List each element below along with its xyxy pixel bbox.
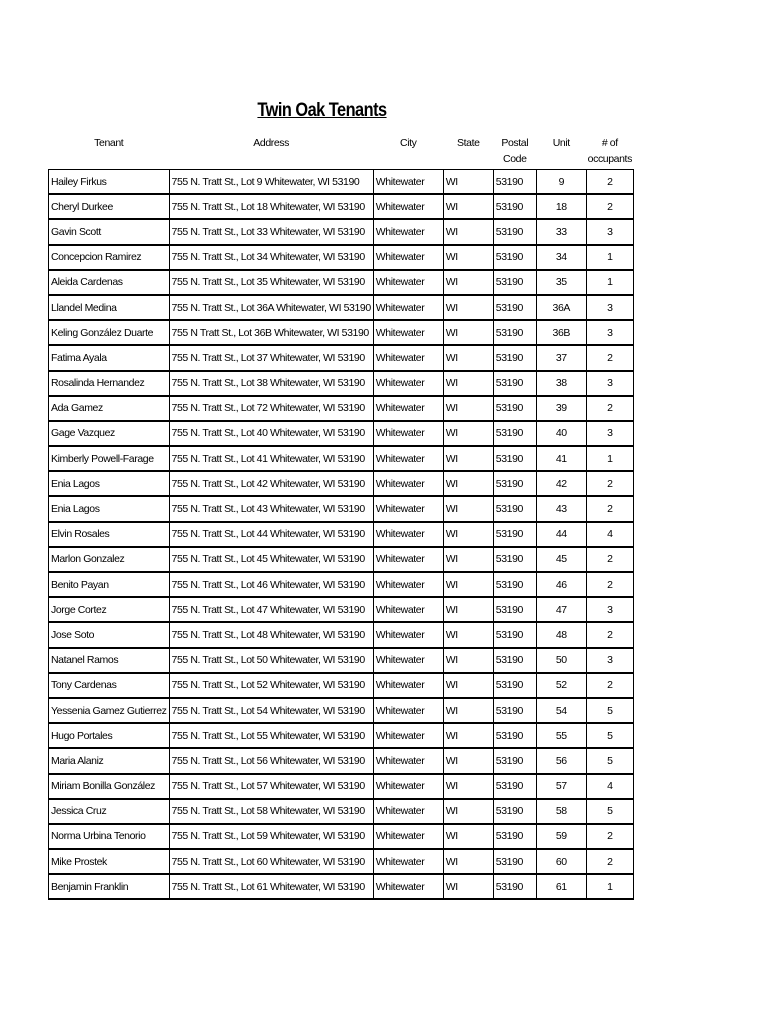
postal-code-cell: 53190 <box>493 421 536 446</box>
postal-code-cell: 53190 <box>493 824 536 849</box>
state-cell: WI <box>443 874 493 899</box>
occupants-cell: 1 <box>586 874 633 899</box>
occupants-cell: 3 <box>586 295 633 320</box>
address-cell: 755 N. Tratt St., Lot 9 Whitewater, WI 53190 <box>169 170 373 195</box>
tenant-name-cell: Aleida Cardenas <box>49 270 170 295</box>
city-cell: Whitewater <box>373 471 443 496</box>
header-postal-code: Postal Code <box>501 137 529 165</box>
city-cell: Whitewater <box>373 245 443 270</box>
occupants-cell: 2 <box>586 496 633 521</box>
city-cell: Whitewater <box>373 874 443 899</box>
city-cell: Whitewater <box>373 446 443 471</box>
city-cell: Whitewater <box>373 496 443 521</box>
state-cell: WI <box>443 320 493 345</box>
postal-code-cell: 53190 <box>493 219 536 244</box>
table-row <box>49 345 634 370</box>
postal-code-cell: 53190 <box>493 874 536 899</box>
address-cell: 755 N. Tratt St., Lot 33 Whitewater, WI 53190 <box>169 219 373 244</box>
tenant-name-cell: Hailey Firkus <box>49 170 170 195</box>
table-row <box>49 471 634 496</box>
table-row <box>49 597 634 622</box>
table-row <box>49 698 634 723</box>
postal-code-cell: 53190 <box>493 748 536 773</box>
unit-cell: 54 <box>536 698 586 723</box>
tenant-name-cell: Miriam Bonilla González <box>49 774 170 799</box>
unit-cell: 45 <box>536 547 586 572</box>
table-row <box>49 874 634 899</box>
state-cell: WI <box>443 622 493 647</box>
tenant-name-cell: Gavin Scott <box>49 219 170 244</box>
tenant-name-cell: Jessica Cruz <box>49 799 170 824</box>
unit-cell: 57 <box>536 774 586 799</box>
postal-code-cell: 53190 <box>493 245 536 270</box>
tenant-name-cell: Natanel Ramos <box>49 648 170 673</box>
document-title: Twin Oak Tenants <box>257 100 387 121</box>
unit-cell: 36A <box>536 295 586 320</box>
state-cell: WI <box>443 698 493 723</box>
address-cell: 755 N. Tratt St., Lot 37 Whitewater, WI 53190 <box>169 345 373 370</box>
address-cell: 755 N. Tratt St., Lot 36A Whitewater, WI 53190 <box>169 295 373 320</box>
city-cell: Whitewater <box>373 698 443 723</box>
tenant-name-cell: Fatima Ayala <box>49 345 170 370</box>
tenant-name-cell: Benjamin Franklin <box>49 874 170 899</box>
address-cell: 755 N. Tratt St., Lot 42 Whitewater, WI 53190 <box>169 471 373 496</box>
address-cell: 755 N. Tratt St., Lot 45 Whitewater, WI 53190 <box>169 547 373 572</box>
occupants-cell: 3 <box>586 421 633 446</box>
table-row <box>49 446 634 471</box>
city-cell: Whitewater <box>373 849 443 874</box>
occupants-cell: 2 <box>586 572 633 597</box>
address-cell: 755 N. Tratt St., Lot 58 Whitewater, WI 53190 <box>169 799 373 824</box>
state-cell: WI <box>443 471 493 496</box>
occupants-cell: 3 <box>586 597 633 622</box>
occupants-cell: 3 <box>586 320 633 345</box>
table-row <box>49 799 634 824</box>
city-cell: Whitewater <box>373 622 443 647</box>
city-cell: Whitewater <box>373 723 443 748</box>
address-cell: 755 N. Tratt St., Lot 40 Whitewater, WI 53190 <box>169 421 373 446</box>
table-row <box>49 320 634 345</box>
city-cell: Whitewater <box>373 320 443 345</box>
postal-code-cell: 53190 <box>493 496 536 521</box>
unit-cell: 44 <box>536 522 586 547</box>
address-cell: 755 N. Tratt St., Lot 72 Whitewater, WI 53190 <box>169 396 373 421</box>
state-cell: WI <box>443 723 493 748</box>
city-cell: Whitewater <box>373 799 443 824</box>
state-cell: WI <box>443 799 493 824</box>
address-cell: 755 N. Tratt St., Lot 35 Whitewater, WI 53190 <box>169 270 373 295</box>
tenant-name-cell: Elvin Rosales <box>49 522 170 547</box>
tenant-name-cell: Mike Prostek <box>49 849 170 874</box>
address-cell: 755 N. Tratt St., Lot 50 Whitewater, WI 53190 <box>169 648 373 673</box>
table-row <box>49 219 634 244</box>
city-cell: Whitewater <box>373 170 443 195</box>
city-cell: Whitewater <box>373 421 443 446</box>
city-cell: Whitewater <box>373 396 443 421</box>
tenant-name-cell: Yessenia Gamez Gutierrez <box>49 698 170 723</box>
address-cell: 755 N. Tratt St., Lot 61 Whitewater, WI 53190 <box>169 874 373 899</box>
state-cell: WI <box>443 219 493 244</box>
state-cell: WI <box>443 194 493 219</box>
table-row <box>49 547 634 572</box>
state-cell: WI <box>443 496 493 521</box>
address-cell: 755 N. Tratt St., Lot 57 Whitewater, WI 53190 <box>169 774 373 799</box>
address-cell: 755 N. Tratt St., Lot 41 Whitewater, WI 53190 <box>169 446 373 471</box>
postal-code-cell: 53190 <box>493 270 536 295</box>
occupants-cell: 5 <box>586 698 633 723</box>
state-cell: WI <box>443 849 493 874</box>
postal-code-cell: 53190 <box>493 572 536 597</box>
occupants-cell: 4 <box>586 522 633 547</box>
postal-code-cell: 53190 <box>493 194 536 219</box>
postal-code-cell: 53190 <box>493 799 536 824</box>
tenant-name-cell: Concepcion Ramirez <box>49 245 170 270</box>
city-cell: Whitewater <box>373 270 443 295</box>
state-cell: WI <box>443 572 493 597</box>
occupants-cell: 1 <box>586 245 633 270</box>
city-cell: Whitewater <box>373 547 443 572</box>
occupants-cell: 2 <box>586 396 633 421</box>
postal-code-cell: 53190 <box>493 345 536 370</box>
occupants-cell: 2 <box>586 673 633 698</box>
unit-cell: 55 <box>536 723 586 748</box>
header-tenant: Tenant <box>94 137 124 149</box>
table-row <box>49 648 634 673</box>
tenant-name-cell: Norma Urbina Tenorio <box>49 824 170 849</box>
address-cell: 755 N. Tratt St., Lot 44 Whitewater, WI 53190 <box>169 522 373 547</box>
tenant-name-cell: Benito Payan <box>49 572 170 597</box>
occupants-cell: 2 <box>586 824 633 849</box>
state-cell: WI <box>443 648 493 673</box>
city-cell: Whitewater <box>373 371 443 396</box>
occupants-cell: 5 <box>586 723 633 748</box>
unit-cell: 50 <box>536 648 586 673</box>
address-cell: 755 N. Tratt St., Lot 43 Whitewater, WI 53190 <box>169 496 373 521</box>
postal-code-cell: 53190 <box>493 320 536 345</box>
table-row <box>49 396 634 421</box>
state-cell: WI <box>443 446 493 471</box>
city-cell: Whitewater <box>373 824 443 849</box>
unit-cell: 34 <box>536 245 586 270</box>
tenant-name-cell: Keling González Duarte <box>49 320 170 345</box>
table-row <box>49 496 634 521</box>
unit-cell: 56 <box>536 748 586 773</box>
table-row <box>49 622 634 647</box>
table-row <box>49 824 634 849</box>
address-cell: 755 N. Tratt St., Lot 46 Whitewater, WI 53190 <box>169 572 373 597</box>
city-cell: Whitewater <box>373 648 443 673</box>
address-cell: 755 N. Tratt St., Lot 48 Whitewater, WI 53190 <box>169 622 373 647</box>
state-cell: WI <box>443 270 493 295</box>
postal-code-cell: 53190 <box>493 547 536 572</box>
occupants-cell: 1 <box>586 446 633 471</box>
state-cell: WI <box>443 245 493 270</box>
header-address: Address <box>253 137 290 149</box>
table-row <box>49 245 634 270</box>
address-cell: 755 N. Tratt St., Lot 60 Whitewater, WI 53190 <box>169 849 373 874</box>
unit-cell: 39 <box>536 396 586 421</box>
unit-cell: 59 <box>536 824 586 849</box>
unit-cell: 33 <box>536 219 586 244</box>
unit-cell: 47 <box>536 597 586 622</box>
postal-code-cell: 53190 <box>493 622 536 647</box>
unit-cell: 35 <box>536 270 586 295</box>
header-city: City <box>400 137 417 149</box>
tenant-name-cell: Marlon Gonzalez <box>49 547 170 572</box>
address-cell: 755 N. Tratt St., Lot 54 Whitewater, WI 53190 <box>169 698 373 723</box>
tenant-name-cell: Rosalinda Hernandez <box>49 371 170 396</box>
address-cell: 755 N. Tratt St., Lot 34 Whitewater, WI 53190 <box>169 245 373 270</box>
occupants-cell: 5 <box>586 748 633 773</box>
address-cell: 755 N. Tratt St., Lot 38 Whitewater, WI 53190 <box>169 371 373 396</box>
city-cell: Whitewater <box>373 522 443 547</box>
address-cell: 755 N. Tratt St., Lot 18 Whitewater, WI 53190 <box>169 194 373 219</box>
state-cell: WI <box>443 345 493 370</box>
postal-code-cell: 53190 <box>493 774 536 799</box>
postal-code-cell: 53190 <box>493 597 536 622</box>
state-cell: WI <box>443 170 493 195</box>
unit-cell: 52 <box>536 673 586 698</box>
occupants-cell: 2 <box>586 849 633 874</box>
table-row <box>49 194 634 219</box>
header-state: State <box>457 137 480 149</box>
tenant-name-cell: Tony Cardenas <box>49 673 170 698</box>
postal-code-cell: 53190 <box>493 673 536 698</box>
unit-cell: 40 <box>536 421 586 446</box>
postal-code-cell: 53190 <box>493 170 536 195</box>
occupants-cell: 1 <box>586 270 633 295</box>
unit-cell: 37 <box>536 345 586 370</box>
address-cell: 755 N. Tratt St., Lot 59 Whitewater, WI 53190 <box>169 824 373 849</box>
tenant-name-cell: Maria Alaniz <box>49 748 170 773</box>
occupants-cell: 2 <box>586 471 633 496</box>
table-row <box>49 673 634 698</box>
city-cell: Whitewater <box>373 572 443 597</box>
unit-cell: 18 <box>536 194 586 219</box>
unit-cell: 46 <box>536 572 586 597</box>
postal-code-cell: 53190 <box>493 698 536 723</box>
table-row <box>49 295 634 320</box>
tenant-name-cell: Jorge Cortez <box>49 597 170 622</box>
unit-cell: 36B <box>536 320 586 345</box>
state-cell: WI <box>443 597 493 622</box>
address-cell: 755 N. Tratt St., Lot 55 Whitewater, WI 53190 <box>169 723 373 748</box>
occupants-cell: 2 <box>586 170 633 195</box>
tenant-name-cell: Hugo Portales <box>49 723 170 748</box>
city-cell: Whitewater <box>373 748 443 773</box>
postal-code-cell: 53190 <box>493 295 536 320</box>
tenant-name-cell: Enia Lagos <box>49 471 170 496</box>
table-row <box>49 270 634 295</box>
table-row <box>49 849 634 874</box>
address-cell: 755 N. Tratt St., Lot 47 Whitewater, WI 53190 <box>169 597 373 622</box>
state-cell: WI <box>443 547 493 572</box>
city-cell: Whitewater <box>373 597 443 622</box>
tenants-table <box>48 133 634 900</box>
state-cell: WI <box>443 421 493 446</box>
tenant-rows <box>49 170 634 900</box>
occupants-cell: 3 <box>586 371 633 396</box>
address-cell: 755 N. Tratt St., Lot 52 Whitewater, WI 53190 <box>169 673 373 698</box>
table-row <box>49 371 634 396</box>
state-cell: WI <box>443 295 493 320</box>
tenant-name-cell: Kimberly Powell-Farage <box>49 446 170 471</box>
tenant-name-cell: Gage Vazquez <box>49 421 170 446</box>
occupants-cell: 2 <box>586 345 633 370</box>
unit-cell: 60 <box>536 849 586 874</box>
table-row <box>49 170 634 195</box>
state-cell: WI <box>443 673 493 698</box>
header-row <box>49 133 634 170</box>
header-occupants: # of occupants <box>587 137 632 165</box>
city-cell: Whitewater <box>373 774 443 799</box>
occupants-cell: 2 <box>586 194 633 219</box>
address-cell: 755 N. Tratt St., Lot 56 Whitewater, WI 53190 <box>169 748 373 773</box>
tenant-name-cell: Llandel Medina <box>49 295 170 320</box>
state-cell: WI <box>443 396 493 421</box>
unit-cell: 58 <box>536 799 586 824</box>
unit-cell: 9 <box>536 170 586 195</box>
header-unit: Unit <box>552 137 570 149</box>
occupants-cell: 5 <box>586 799 633 824</box>
postal-code-cell: 53190 <box>493 446 536 471</box>
table-row <box>49 522 634 547</box>
table-row <box>49 748 634 773</box>
occupants-cell: 3 <box>586 648 633 673</box>
state-cell: WI <box>443 774 493 799</box>
state-cell: WI <box>443 522 493 547</box>
table-row <box>49 723 634 748</box>
tenant-name-cell: Jose Soto <box>49 622 170 647</box>
table-row <box>49 572 634 597</box>
postal-code-cell: 53190 <box>493 723 536 748</box>
occupants-cell: 2 <box>586 622 633 647</box>
postal-code-cell: 53190 <box>493 648 536 673</box>
postal-code-cell: 53190 <box>493 371 536 396</box>
city-cell: Whitewater <box>373 345 443 370</box>
unit-cell: 43 <box>536 496 586 521</box>
occupants-cell: 3 <box>586 219 633 244</box>
city-cell: Whitewater <box>373 673 443 698</box>
unit-cell: 42 <box>536 471 586 496</box>
table-row <box>49 421 634 446</box>
occupants-cell: 4 <box>586 774 633 799</box>
table-row <box>49 774 634 799</box>
tenant-name-cell: Cheryl Durkee <box>49 194 170 219</box>
city-cell: Whitewater <box>373 194 443 219</box>
unit-cell: 41 <box>536 446 586 471</box>
postal-code-cell: 53190 <box>493 522 536 547</box>
state-cell: WI <box>443 824 493 849</box>
postal-code-cell: 53190 <box>493 471 536 496</box>
tenant-name-cell: Ada Gamez <box>49 396 170 421</box>
postal-code-cell: 53190 <box>493 849 536 874</box>
unit-cell: 61 <box>536 874 586 899</box>
city-cell: Whitewater <box>373 295 443 320</box>
address-cell: 755 N Tratt St., Lot 36B Whitewater, WI 53190 <box>169 320 373 345</box>
occupants-cell: 2 <box>586 547 633 572</box>
postal-code-cell: 53190 <box>493 396 536 421</box>
tenant-name-cell: Enia Lagos <box>49 496 170 521</box>
unit-cell: 38 <box>536 371 586 396</box>
city-cell: Whitewater <box>373 219 443 244</box>
state-cell: WI <box>443 748 493 773</box>
state-cell: WI <box>443 371 493 396</box>
unit-cell: 48 <box>536 622 586 647</box>
